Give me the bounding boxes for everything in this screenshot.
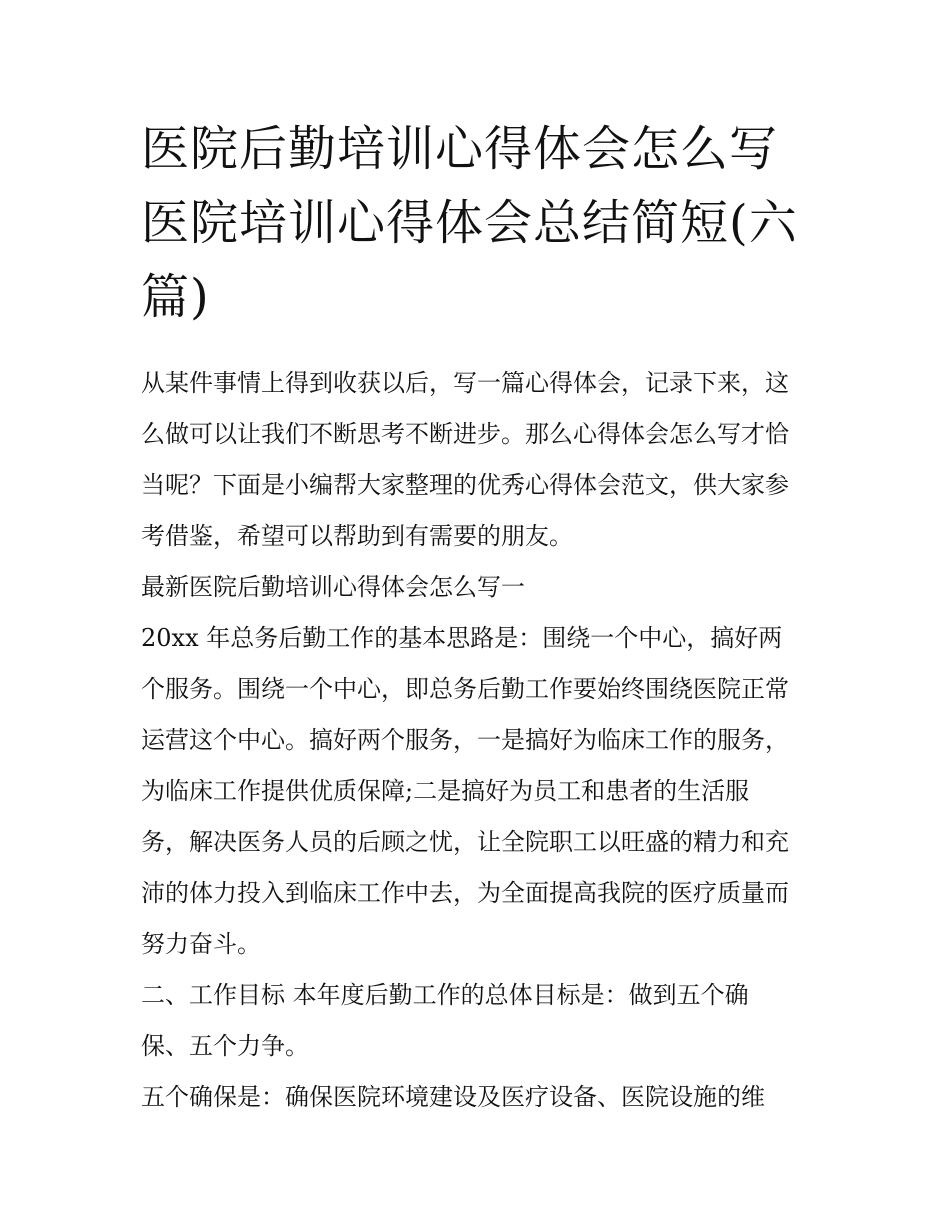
title-line-3: 篇): [141, 269, 210, 325]
intro-line-3: 当呢？下面是小编帮大家整理的优秀心得体会范文，供大家参: [141, 471, 789, 499]
paragraph-line-5: 务，解决医务人员的后顾之忧，让全院职工以旺盛的精力和充: [141, 828, 789, 856]
goal-line-3: 五个确保是：确保医院环境建设及医疗设备、医院设施的维: [141, 1083, 765, 1111]
intro-line-2: 么做可以让我们不断思考不断进步。那么心得体会怎么写才恰: [141, 420, 789, 448]
goal-line-2: 保、五个力争。: [141, 1032, 309, 1060]
paragraph-line-4: 为临床工作提供优质保障;二是搞好为员工和患者的生活服: [141, 777, 750, 805]
title-line-1: 医院后勤培训心得体会怎么写: [141, 121, 779, 177]
paragraph-line-3: 运营这个中心。搞好两个服务，一是搞好为临床工作的服务，: [141, 726, 789, 754]
intro-line-1: 从某件事情上得到收获以后，写一篇心得体会，记录下来，这: [141, 369, 789, 397]
section-heading: 最新医院后勤培训心得体会怎么写一: [141, 573, 525, 601]
goal-line-1: 二、工作目标 本年度后勤工作的总体目标是：做到五个确: [141, 981, 749, 1009]
intro-line-4: 考借鉴，希望可以帮助到有需要的朋友。: [141, 522, 573, 550]
paragraph-line-7: 努力奋斗。: [141, 930, 261, 958]
title-line-2: 医院培训心得体会总结简短(六: [141, 195, 798, 251]
paragraph-line-6: 沛的体力投入到临床工作中去，为全面提高我院的医疗质量而: [141, 879, 789, 907]
document-body: [141, 358, 821, 1123]
document-title: [141, 112, 821, 334]
paragraph-line-2: 个服务。围绕一个中心，即总务后勤工作要始终围绕医院正常: [141, 675, 789, 703]
paragraph-line-1: 20xx 年总务后勤工作的基本思路是：围绕一个中心，搞好两: [141, 624, 783, 652]
